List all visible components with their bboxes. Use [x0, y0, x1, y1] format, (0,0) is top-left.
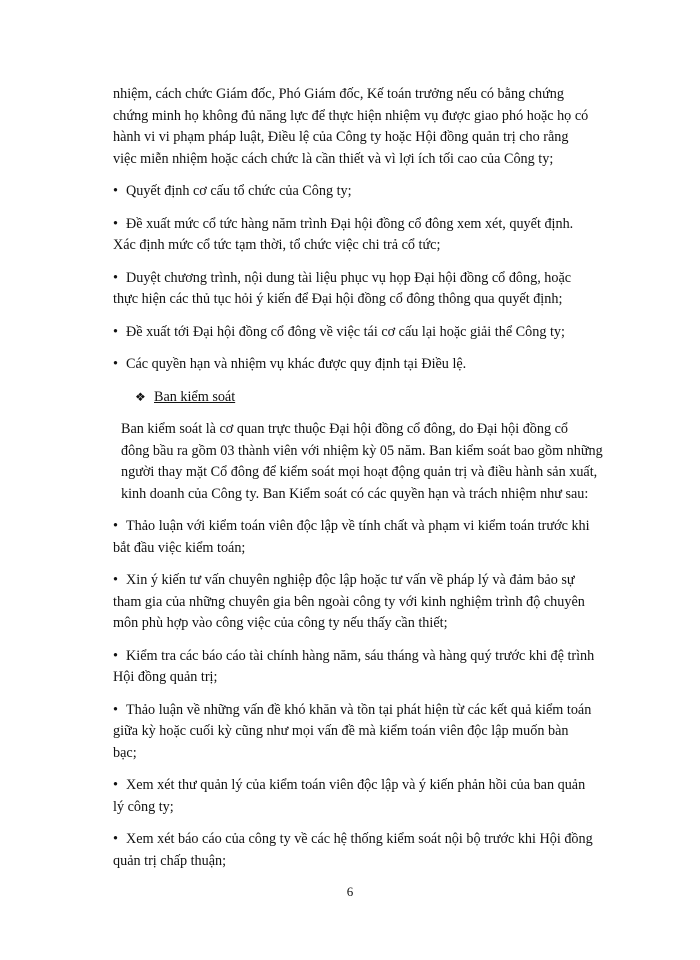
- diamond-bullet-icon: ❖: [135, 389, 146, 404]
- bullet-text: Duyệt chương trình, nội dung tài liệu phục vụ họp Đại hội đồng cổ đông, hoặc: [126, 269, 572, 286]
- bullet-line: [113, 592, 633, 614]
- bullet-text: Thảo luận với kiểm toán viên độc lập về tính chất và phạm vi kiểm toán trước khi: [126, 518, 590, 534]
- bullet-line: [113, 797, 633, 819]
- text-line: nhiệm, cách chức Giám đốc, Phó Giám đốc, Kế toán trưởng nếu có bằng chứng: [113, 86, 564, 102]
- bullet-dot-icon: •: [113, 777, 118, 793]
- text-line: người thay mặt Cổ đông để kiểm soát mọi hoạt động quản trị và điều hành sản xuất,: [121, 464, 598, 480]
- bullet-dot-icon: •: [113, 647, 118, 664]
- bullet-line: [113, 214, 633, 236]
- bullet-line: [113, 354, 633, 376]
- bullet-text: Xin ý kiến tư vấn chuyên nghiệp độc lập hoặc tư vấn về pháp lý và đảm bảo sự: [126, 572, 575, 588]
- bullet-text: giữa kỳ hoặc cuối kỳ cũng như mọi vấn đề mà kiểm toán viên độc lập muốn bàn: [113, 723, 569, 739]
- bullet-line: [113, 322, 633, 344]
- bullet-text: Quyết định cơ cấu tổ chức của Công ty;: [126, 183, 352, 199]
- intro-paragraph: [113, 84, 633, 170]
- bullet-line: [113, 721, 633, 743]
- bullet-text: thực hiện các thủ tục hỏi ý kiến để Đại hội đồng cổ đông thông qua quyết định;: [113, 291, 563, 307]
- text-line: hành vi vi phạm pháp luật, Điều lệ của Công ty hoặc Hội đồng quản trị cho rằng: [113, 129, 569, 145]
- bullet-item: [113, 829, 633, 872]
- bullet-text: Hội đồng quản trị;: [113, 669, 218, 685]
- bullet-dot-icon: •: [113, 323, 118, 340]
- bullet-line: [113, 743, 633, 765]
- bullet-line: [113, 570, 633, 592]
- bullet-dot-icon: •: [113, 831, 118, 847]
- bullet-line: [113, 646, 633, 668]
- section-paragraph: [113, 419, 633, 505]
- bullet-dot-icon: •: [113, 183, 118, 199]
- bullet-list-supervisory-duties: [113, 516, 633, 872]
- bullet-line: [113, 268, 633, 290]
- bullet-line: [113, 235, 633, 257]
- bullet-item: [113, 516, 633, 559]
- bullet-line: [113, 181, 633, 203]
- bullet-line: [113, 775, 633, 797]
- bullet-text: Xác định mức cổ tức tạm thời, tổ chức việc chi trả cổ tức;: [113, 237, 441, 253]
- text-line: việc miễn nhiệm hoặc cách chức là cần thiết và vì lợi ích tối cao của Công ty;: [113, 150, 554, 167]
- bullet-text: tham gia của những chuyên gia bên ngoài công ty với kinh nghiệm trình độ chuyên: [113, 593, 585, 610]
- bullet-text: Đề xuất mức cổ tức hàng năm trình Đại hội đồng cổ đông xem xét, quyết định.: [126, 215, 574, 232]
- text-line: kinh doanh của Công ty. Ban Kiểm soát có các quyền hạn và trách nhiệm như sau:: [121, 485, 589, 502]
- bullet-text: Đề xuất tới Đại hội đồng cổ đông về việc tái cơ cấu lại hoặc giải thể Công ty;: [126, 323, 565, 340]
- text-line: đông bầu ra gồm 03 thành viên với nhiệm kỳ 05 năm. Ban kiểm soát bao gồm những: [121, 442, 603, 459]
- bullet-list-board-duties: [113, 181, 633, 376]
- page-body: [113, 84, 633, 872]
- bullet-item: [113, 214, 633, 257]
- bullet-dot-icon: •: [113, 518, 118, 534]
- bullet-dot-icon: •: [113, 356, 118, 372]
- bullet-item: [113, 775, 633, 818]
- bullet-line: [113, 829, 633, 851]
- bullet-item: [113, 646, 633, 689]
- text-line: chứng minh họ không đủ năng lực để thực hiện nhiệm vụ được giao phó hoặc họ có: [113, 107, 589, 124]
- bullet-text: Thảo luận về những vấn đề khó khăn và tồn tại phát hiện từ các kết quả kiểm toán: [126, 701, 592, 718]
- bullet-line: [113, 538, 633, 560]
- bullet-item: [113, 354, 633, 376]
- bullet-line: [113, 613, 633, 635]
- bullet-line: [113, 289, 633, 311]
- bullet-line: [113, 700, 633, 722]
- bullet-item: [113, 570, 633, 635]
- bullet-dot-icon: •: [113, 215, 118, 232]
- page-number: 6: [346, 884, 354, 899]
- bullet-text: bạc;: [113, 744, 137, 761]
- bullet-text: quản trị chấp thuận;: [113, 852, 227, 869]
- section-heading: Ban kiểm soát: [154, 388, 236, 405]
- bullet-dot-icon: •: [113, 269, 118, 286]
- bullet-text: Xem xét thư quản lý của kiểm toán viên độc lập và ý kiến phản hồi của ban quản: [126, 777, 586, 793]
- bullet-item: [113, 700, 633, 765]
- section-heading-row: [113, 387, 633, 409]
- bullet-line: [113, 667, 633, 689]
- bullet-text: Xem xét báo cáo của công ty về các hệ thống kiểm soát nội bộ trước khi Hội đồng: [126, 831, 593, 847]
- bullet-text: bắt đầu việc kiểm toán;: [113, 539, 246, 556]
- bullet-text: Các quyền hạn và nhiệm vụ khác được quy định tại Điều lệ.: [126, 356, 467, 372]
- bullet-item: [113, 268, 633, 311]
- bullet-text: môn phù hợp vào công việc của công ty nếu thấy cần thiết;: [113, 615, 448, 631]
- bullet-text: lý công ty;: [113, 798, 174, 815]
- bullet-line: [113, 851, 633, 873]
- bullet-item: [113, 181, 633, 203]
- bullet-line: [113, 516, 633, 538]
- bullet-text: Kiểm tra các báo cáo tài chính hàng năm, sáu tháng và hàng quý trước khi đệ trình: [126, 647, 595, 664]
- bullet-item: [113, 322, 633, 344]
- bullet-dot-icon: •: [113, 572, 118, 588]
- bullet-dot-icon: •: [113, 701, 118, 718]
- text-line: Ban kiểm soát là cơ quan trực thuộc Đại hội đồng cổ đông, do Đại hội đồng cổ: [121, 421, 569, 437]
